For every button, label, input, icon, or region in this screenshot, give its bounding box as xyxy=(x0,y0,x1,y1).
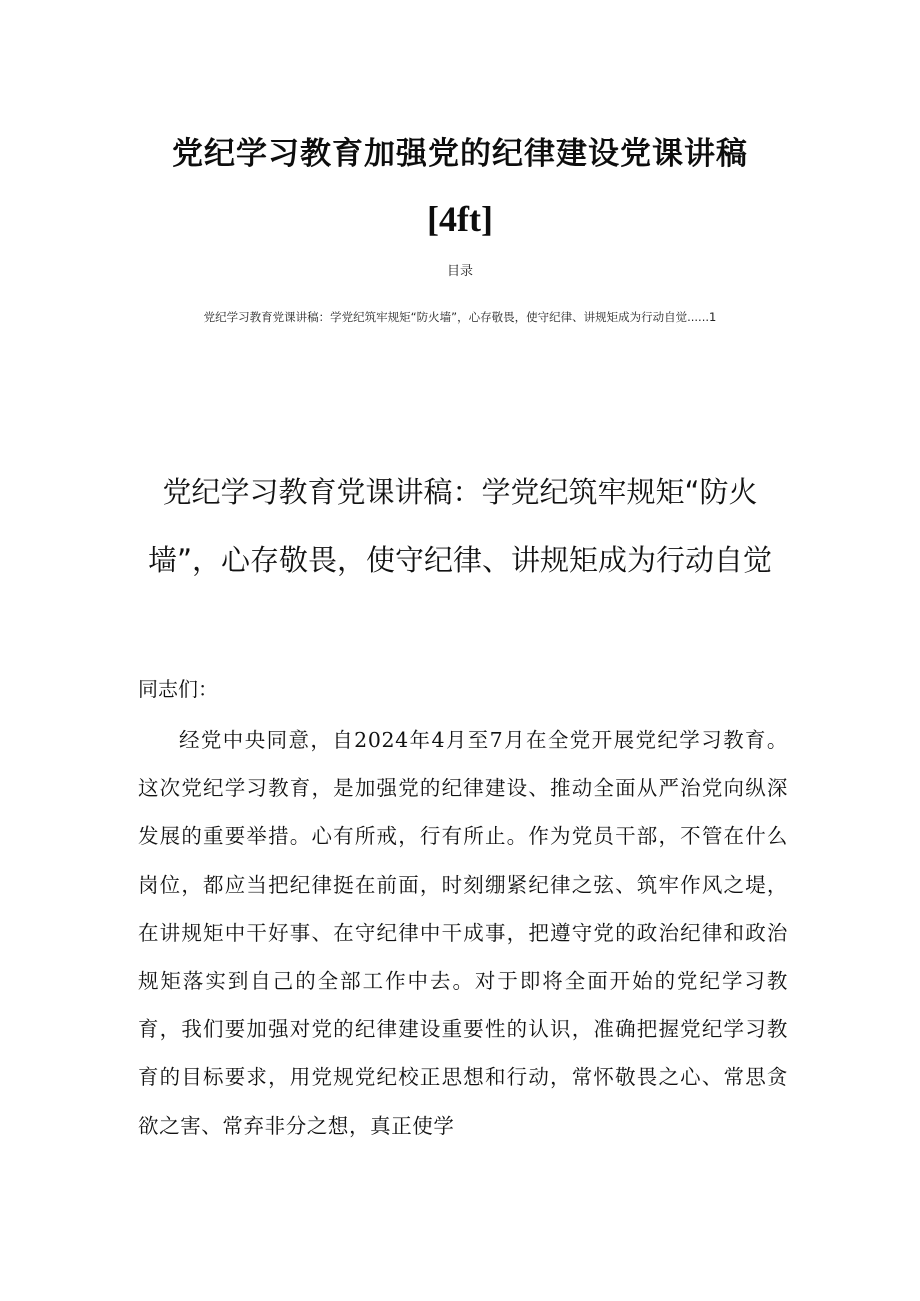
toc-entry-page-number: 1 xyxy=(709,310,717,324)
document-title: 党纪学习教育加强党的纪律建设党课讲稿 xyxy=(172,136,748,172)
toc-entry-leader: ...... xyxy=(687,310,710,324)
toc-entry-text: 党纪学习教育党课讲稿：学党纪筑牢规矩“防火墙”，心存敬畏，使守纪律、讲规矩成为行动自觉 xyxy=(203,310,688,324)
salutation: 同志们： xyxy=(138,677,218,701)
document-title-suffix: [4ft] xyxy=(427,199,493,239)
body-paragraph: 经党中央同意，自2024年4月至7月在全党开展党纪学习教育。这次党纪学习教育，是加强党的纪律建设、推动全面从严治党向纵深发展的重要举措。心有所戒，行有所止。作为党员干部，不管在什么岗位，都应当把纪律挺在前面，时刻绷紧纪律之弦、筑牢作风之堤，在讲规矩中干好事、在守纪律中干成事，把遵守党的政治纪律和政治规矩落实到自己的全部工作中去。对于即将全面开始的党纪学习教育，我们要加强对党的纪律建设重要性的认识，准确把握党纪学习教育的目标要求，用党规党纪校正思想和行动，常怀敬畏之心、常思贪欲之害、常弃非分之想，真正使学 xyxy=(138,728,788,1138)
toc-heading: 目录 xyxy=(446,264,473,279)
toc-entry[interactable] xyxy=(0,309,920,325)
section-title: 党纪学习教育党课讲稿：学党纪筑牢规矩“防火墙”，心存敬畏，使守纪律、讲规矩成为行动自觉 xyxy=(147,475,773,577)
